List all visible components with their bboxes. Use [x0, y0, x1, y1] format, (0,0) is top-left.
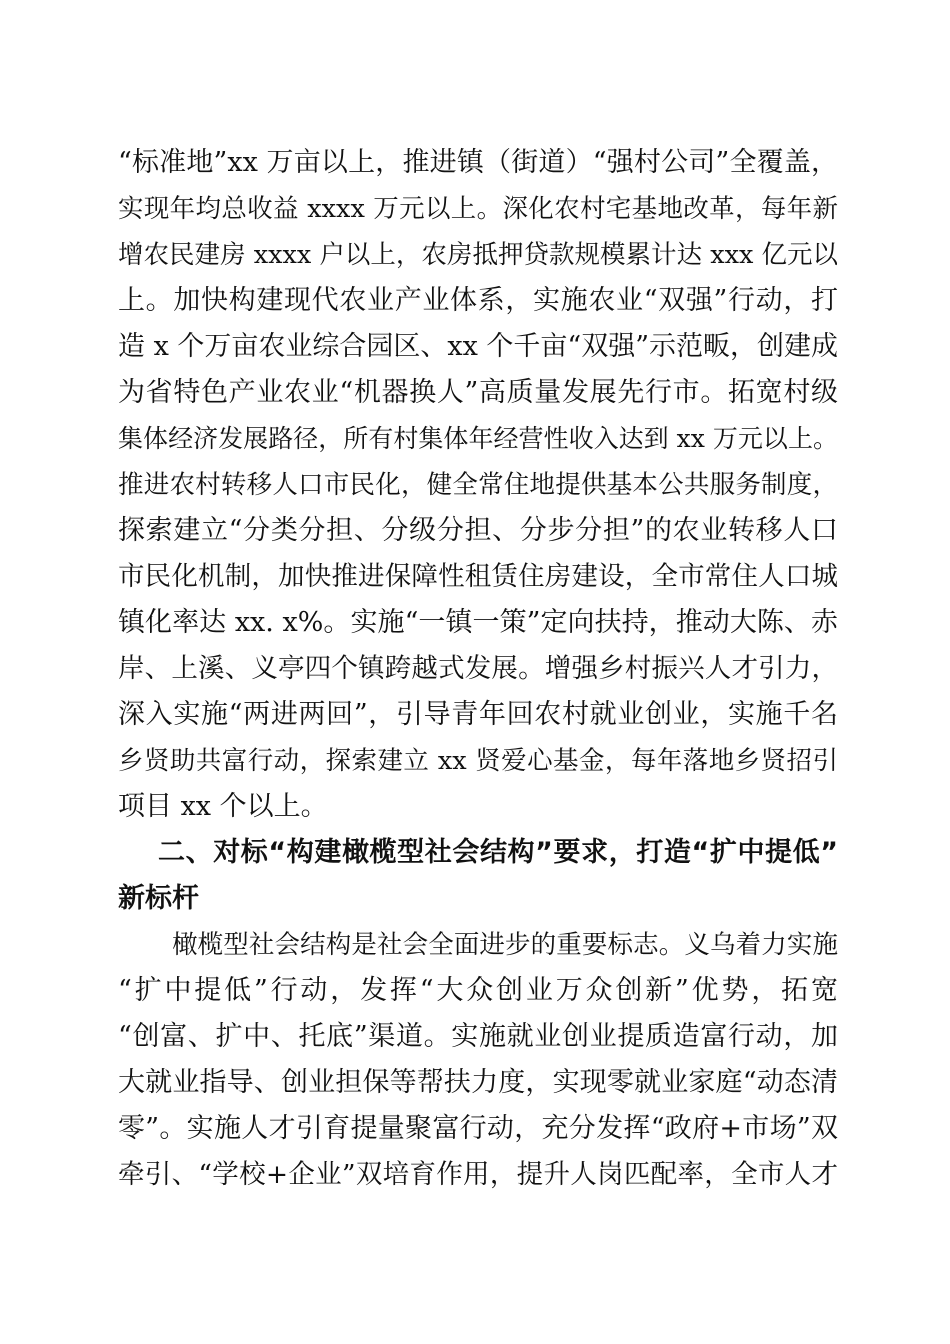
body-text-line: 市民化机制，加快推进保障性租赁住房建设，全市常住人口城 [118, 561, 838, 592]
body-text-line: 岸、上溪、义亭四个镇跨越式发展。增强乡村振兴人才引力， [118, 653, 838, 684]
body-text-line: 零”。实施人才引育提量聚富行动，充分发挥“政府+市场”双 [118, 1113, 838, 1144]
body-text-line: “扩中提低”行动，发挥“大众创业万众创新”优势，拓宽 [118, 975, 838, 1006]
section-heading: 新标杆 [118, 883, 199, 914]
body-text-line: 橄榄型社会结构是社会全面进步的重要标志。义乌着力实施 [172, 930, 838, 960]
body-text-line: 为省特色产业农业“机器换人”高质量发展先行市。拓宽村级 [118, 377, 838, 408]
body-text-line: 实现年均总收益 xxxx 万元以上。深化农村宅基地改革，每年新 [118, 194, 838, 224]
body-text-line: “创富、扩中、托底”渠道。实施就业创业提质造富行动，加 [118, 1021, 838, 1052]
body-text-line: “标准地”xx 万亩以上，推进镇（街道）“强村公司”全覆盖， [118, 147, 838, 178]
body-text-line: 镇化率达 xx. x%。实施“一镇一策”定向扶持，推动大陈、赤 [118, 607, 838, 638]
body-text-line: 造 x 个万亩农业综合园区、xx 个千亩“双强”示范畈，创建成 [118, 331, 838, 362]
body-text-line: 大就业指导、创业担保等帮扶力度，实现零就业家庭“动态清 [118, 1067, 838, 1098]
body-text-line: 项目 xx 个以上。 [118, 791, 328, 822]
body-text-line: 集体经济发展路径，所有村集体年经营性收入达到 xx 万元以上。 [118, 424, 838, 453]
body-text-line: 深入实施“两进两回”，引导青年回农村就业创业，实施千名 [118, 699, 838, 730]
body-text-line: 推进农村转移人口市民化，健全常住地提供基本公共服务制度， [118, 470, 838, 500]
body-text-line: 增农民建房 xxxx 户以上，农房抵押贷款规模累计达 xxx 亿元以 [118, 240, 838, 270]
body-text-line: 牵引、“学校+企业”双培育作用，提升人岗匹配率，全市人才 [118, 1159, 838, 1190]
body-text-line: 上。加快构建现代农业产业体系，实施农业“双强”行动，打 [118, 285, 838, 316]
body-text-line: 探索建立“分类分担、分级分担、分步分担”的农业转移人口 [118, 515, 838, 546]
section-heading: 二、对标“构建橄榄型社会结构”要求，打造“扩中提低” [158, 837, 838, 868]
body-text-line: 乡贤助共富行动，探索建立 xx 贤爱心基金，每年落地乡贤招引 [118, 746, 838, 776]
